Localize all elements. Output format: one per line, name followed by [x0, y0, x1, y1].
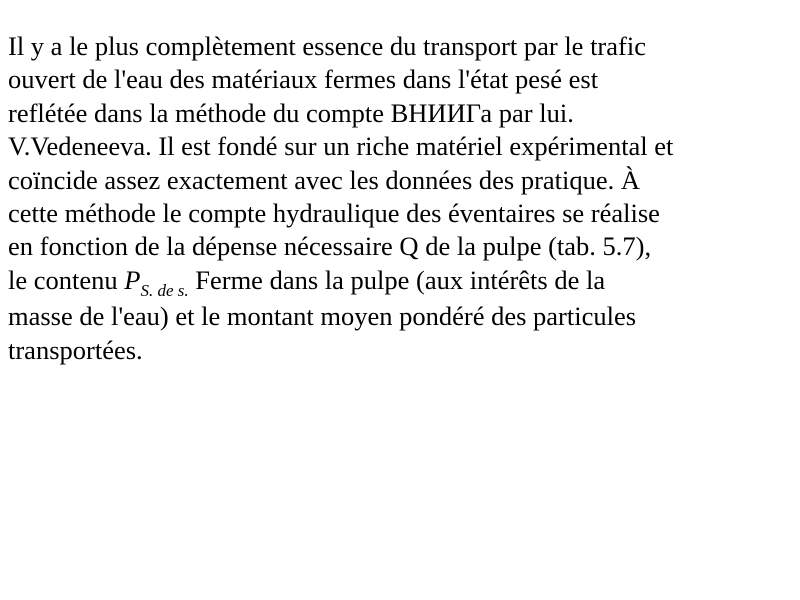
text-line: transportées.	[8, 334, 143, 365]
text-line: masse de l'eau) et le montant moyen pondéré des particules	[8, 301, 637, 332]
text-segment: le contenu	[8, 264, 125, 295]
text-line: reflétée dans la méthode du compte ВНИИГа par lui.	[8, 97, 574, 128]
text-line: Il y a le plus complètement essence du transport par le trafic	[8, 31, 646, 61]
text-line: en fonction de la dépense nécessaire Q de la pulpe (tab. 5.7),	[8, 231, 652, 262]
body-paragraph	[8, 30, 798, 367]
formula-subscript: S. de s.	[140, 280, 189, 300]
text-line: cette méthode le compte hydraulique des éventaires se réalise	[8, 198, 660, 229]
text-line: V.Vedeneeva. Il est fondé sur un riche matériel expérimental et	[8, 131, 674, 162]
text-segment: Ferme dans la pulpe (aux intérêts de la	[188, 264, 606, 295]
text-line: ouvert de l'eau des matériaux fermes dans l'état pesé est	[8, 64, 599, 95]
text-line-with-formula	[8, 264, 798, 300]
text-line: coïncide assez exactement avec les données des pratique. À	[8, 164, 641, 195]
formula-symbol: P	[124, 264, 141, 295]
